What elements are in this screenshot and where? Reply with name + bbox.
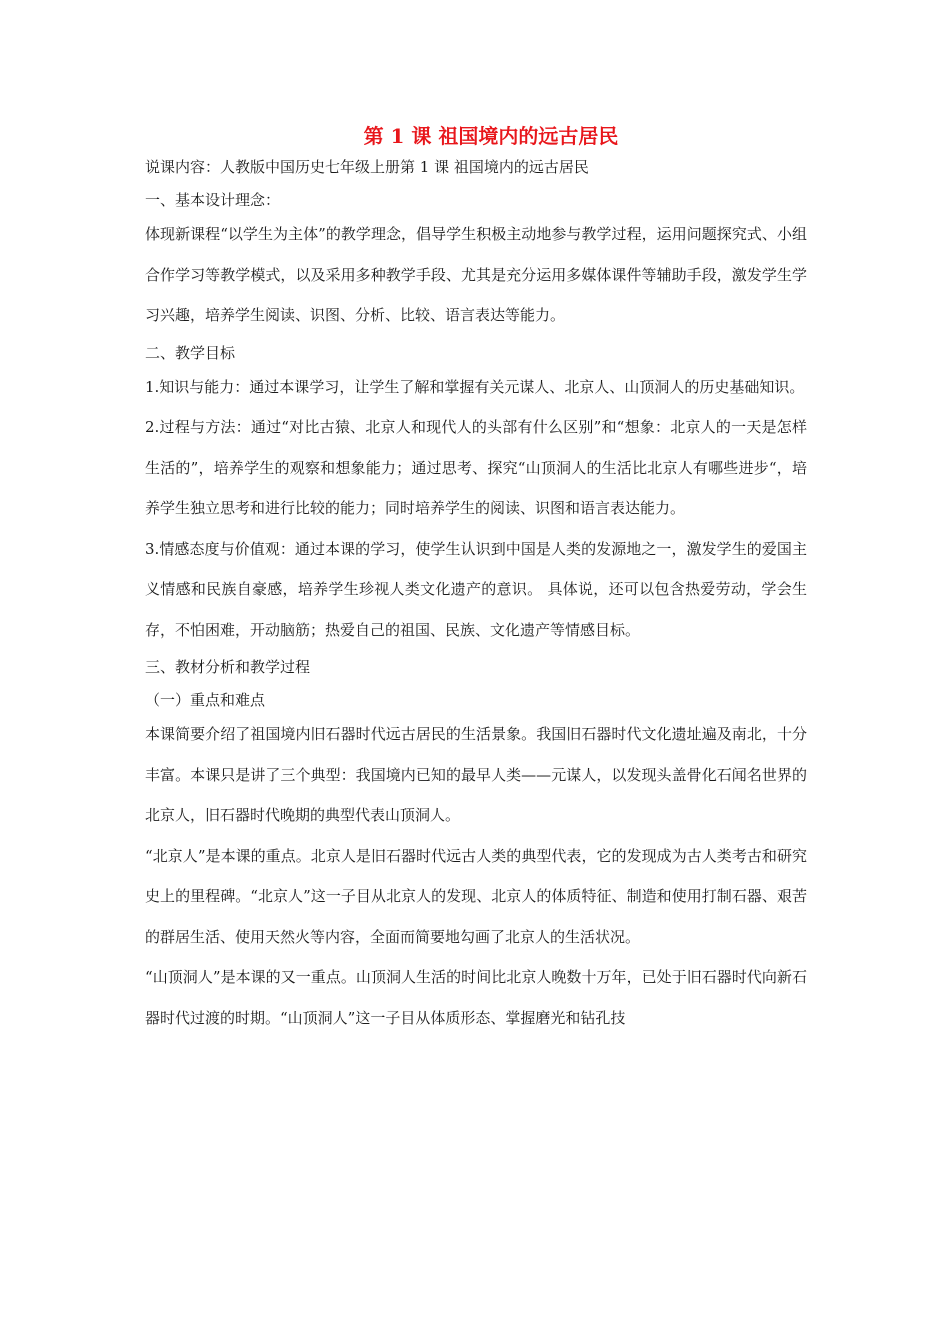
intro-line: 说课内容：人教版中国历史七年级上册第 1 课 祖国境内的远古居民	[145, 158, 589, 176]
beijing-man-paragraph: “北京人”是本课的重点。北京人是旧石器时代远古人类的典型代表，它的发现成为古人类考古和研究史上的里程碑。“北京人”这一子目从北京人的发现、北京人的体质特征、制造和使用打制石器、艰苦的群居生活、使用天然火等内容，全面而简要地勾画了北京人的生活状况。	[145, 846, 807, 946]
overview-paragraph: 本课简要介绍了祖国境内旧石器时代远古居民的生活景象。我国旧石器时代文化遗址遍及南北，十分丰富。本课只是讲了三个典型：我国境内已知的最早人类——元谋人，以发现头盖骨化石闻名世界的北京人，旧石器时代晚期的典型代表山顶洞人。	[145, 725, 807, 824]
section-heading-design: 一、基本设计理念：	[145, 191, 281, 209]
page-title: 第 1 课 祖国境内的远古居民	[363, 124, 619, 148]
subsection-heading-keypoints: （一）重点和难点	[145, 691, 266, 709]
section-heading-goals: 二、教学目标	[145, 343, 236, 362]
section-heading-analysis: 三、教材分析和教学过程	[145, 658, 311, 676]
design-paragraph: 体现新课程“以学生为主体”的教学理念，倡导学生积极主动地参与教学过程，运用问题探究式、小组合作学习等教学模式，以及采用多种教学手段、尤其是充分运用多媒体课件等辅助手段，激发学生学习兴趣，培养学生阅读、识图、分析、比较、语言表达等能力。	[145, 225, 807, 324]
goal-process-paragraph: 2.过程与方法：通过“对比古猿、北京人和现代人的头部有什么区别”和“想象：北京人的一天是怎样生活的”，培养学生的观察和想象能力；通过思考、探究“山顶洞人的生活比北京人有哪些进步“，培养学生独立思考和进行比较的能力；同时培养学生的阅读、识图和语言表达能力。	[145, 418, 807, 517]
goal-knowledge-paragraph: 1.知识与能力：通过本课学习，让学生了解和掌握有关元谋人、北京人、山顶洞人的历史基础知识。	[145, 377, 805, 396]
document-page	[145, 118, 807, 1038]
upper-cave-man-paragraph: “山顶洞人”是本课的又一重点。山顶洞人生活的时间比北京人晚数十万年，已处于旧石器时代向新石器时代过渡的时期。“山顶洞人”这一子目从体质形态、掌握磨光和钻孔技	[145, 968, 807, 1027]
goal-emotion-paragraph: 3.情感态度与价值观：通过本课的学习，使学生认识到中国是人类的发源地之一，激发学生的爱国主义情感和民族自豪感，培养学生珍视人类文化遗产的意识。 具体说，还可以包含热爱劳动，学会生存，不怕困难，开动脑筋；热爱自己的祖国、民族、文化遗产等情感目标。	[145, 539, 807, 639]
